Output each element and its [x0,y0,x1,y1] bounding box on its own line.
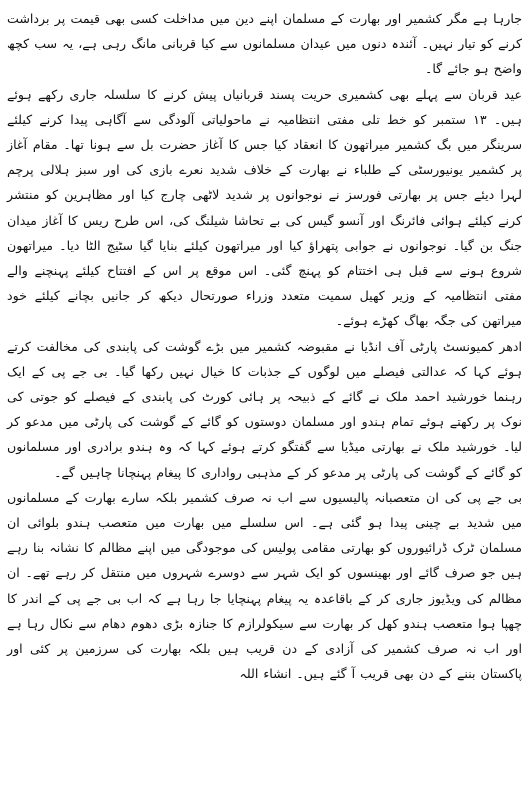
article-paragraph-1: جارہا ہے مگر کشمیر اور بھارت کے مسلمان اپنے دین میں مداخلت کسی بھی قیمت پر برداشت کرنے کو تیار نہیں۔ آئندہ دنوں میں عیدان مسلمانوں سے کیا قربانی مانگ رہی ہے، یہ سب کچھ واضح ہو جائے گا۔ [7,11,522,77]
article-paragraph-3: ادھر کمیونسٹ پارٹی آف انڈیا نے مقبوضہ کشمیر میں بڑے گوشت کی پابندی کی مخالفت کرتے ہوئے کہا کہ عدالتی فیصلے میں لوگوں کے جذبات کا خیال نہیں رکھا گیا۔ بی جے پی کے ایک رہنما خورشید احمد ملک نے گائے کے ذبیحہ پر ہائی کورٹ کی پابندی کے فیصلے کو جوتی کی نوک پر رکھتے ہوئے تمام ہندو اور مسلمان دوستوں کو گائے کے گوشت کی پارٹی میں مدعو کر لیا۔ خورشید ملک نے بھارتی میڈیا سے گفتگو کرتے ہوئے کہا کہ وہ ہندو برادری اور مسلمانوں کو گائے کے گوشت کی پارٹی پر مدعو کر کے مذہبی رواداری کا پیغام پہنچانا چاہیں گے۔ [7,338,522,480]
article-paragraph-4: بی جے پی کی ان متعصبانہ پالیسیوں سے اب نہ صرف کشمیر بلکہ سارے بھارت کے مسلمانوں میں شدید بے چینی پیدا ہو گئی ہے۔ اس سلسلے میں بھارت میں متعصب ہندو بلوائی ان مسلمان ٹرک ڈرائیوروں کو بھارتی مقامی پولیس کی موجودگی میں اپنے مظالم کا نشانہ بنا رہے ہیں جو صرف گائے اور بھینسوں کو ایک شہر سے دوسرے شہروں میں منتقل کر رہے تھے۔ ان مظالم کی ویڈیوز جاری کر کے باقاعدہ یہ پیغام پہنچایا جا رہا ہے کہ اب بی جے پی کے اندر کا چھپا ہوا متعصب ہندو کھل کر بھارت سے سیکولرازم کا جنازہ بڑی دھوم دھام سے نکال رہا ہے اور اب نہ صرف کشمیر کی آزادی کے دن قریب ہیں بلکہ بھارت کی سرزمین پر کئی اور پاکستان بننے کے دن بھی قریب آ گئے ہیں۔ انشاء اللہ [7,489,522,682]
article-paragraph-2: عید قربان سے پہلے بھی کشمیری حریت پسند قربانیاں پیش کرنے کا سلسلہ جاری رکھے ہوئے ہیں۔ ۱۳ ستمبر کو خط تلی مفتی انتظامیہ نے ماحولیاتی آلودگی سے آگاہی پیدا کرنے کیلئے سرینگر میں بگ کشمیر میراتھون کا انعقاد کیا جس کا آغاز حضرت بل سے ہونا تھا۔ مقام آغاز پر کشمیر یونیورسٹی کے طلباء نے بھارت کے خلاف شدید نعرے بازی کی اور سبز ہلالی پرچم لہرا دیئے جس پر بھارتی فورسز نے نوجوانوں پر شدید لاٹھی چارج کیا اور مظاہرین کو منتشر کرنے کیلئے ہوائی فائرنگ اور آنسو گیس کی بے تحاشا شیلنگ کی، اس طرح ریس کا آغاز میدان جنگ بن گیا۔ نوجوانوں نے جوابی پتھراؤ کیا اور میراتھون کیلئے بنایا گیا سٹیج الٹا دیا۔ میراتھون شروع ہونے سے قبل ہی اختتام کو پہنچ گئی۔ اس موقع پر اس کے افتتاح کیلئے پہنچنے والے مفتی انتظامیہ کے وزیر کھیل سمیت متعدد وزراء صورتحال دیکھ کر جانیں بچانے کیلئے خود میراتھن کی جگہ بھاگ کھڑے ہوئے۔ [7,86,522,329]
